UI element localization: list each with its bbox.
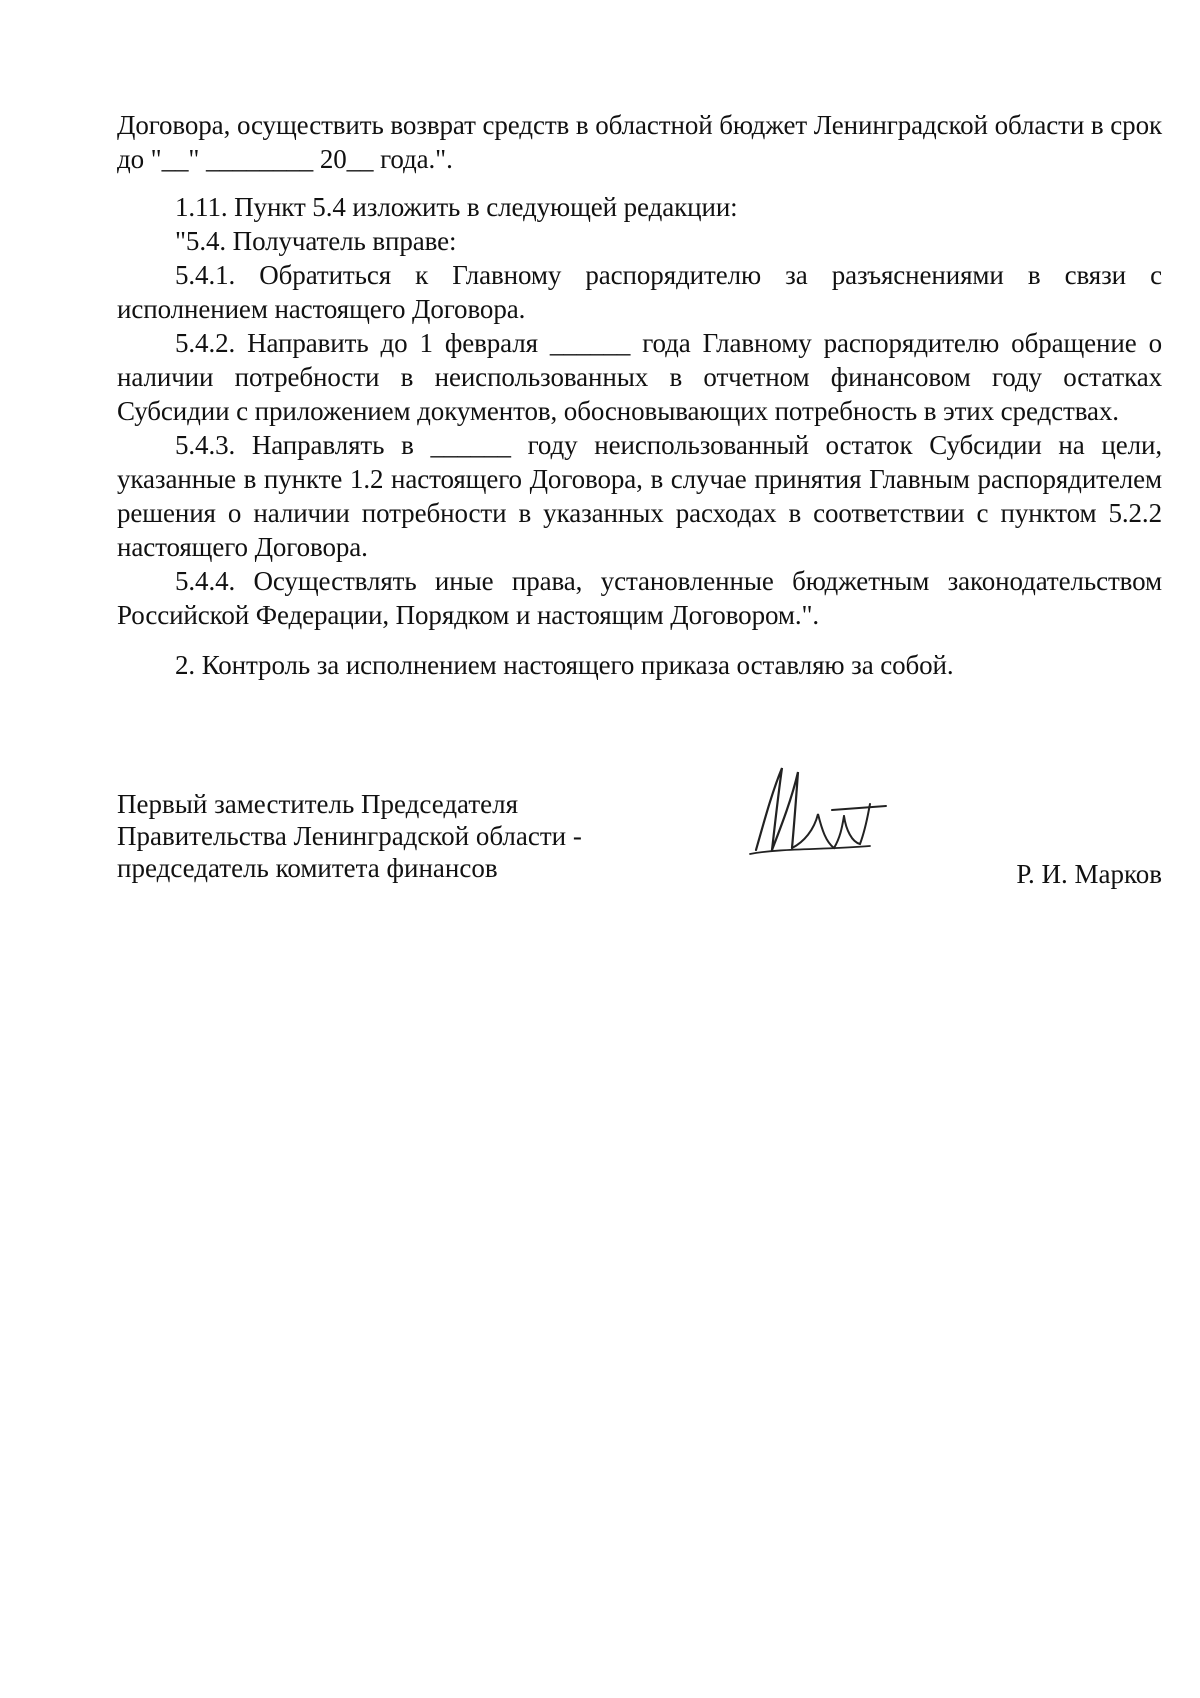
- paragraph-continuation: Договора, осуществить возврат средств в областной бюджет Ленинградской области в срок до "__" ________ 20__ года.".: [117, 110, 1162, 174]
- paragraph-clause-5-4: "5.4. Получатель вправе:: [175, 226, 457, 256]
- signatory-title-line: Первый заместитель Председателя: [117, 789, 519, 819]
- signatory-title-line: Правительства Ленинградской области -: [117, 821, 582, 851]
- handwritten-signature: [742, 758, 892, 868]
- paragraph-clause-5-4-4: 5.4.4. Осуществлять иные права, установленные бюджетным законодательством Российской Федерации, Порядком и настоящим Договором.".: [117, 566, 1162, 630]
- paragraph-clause-5-4-2: 5.4.2. Направить до 1 февраля ______ года Главному распорядителю обращение о наличии потребности в неиспользованных в отчетном финансовом году остатках Субсидии с приложением документов, обосновывающих потребность в этих средствах.: [117, 328, 1162, 426]
- paragraph-item-2: 2. Контроль за исполнением настоящего приказа оставляю за собой.: [175, 650, 954, 680]
- paragraph-clause-5-4-1: 5.4.1. Обратиться к Главному распорядителю за разъяснениями в связи с исполнением настоящего Договора.: [117, 260, 1162, 324]
- paragraph-clause-5-4-3: 5.4.3. Направлять в ______ году неиспользованный остаток Субсидии на цели, указанные в пункте 1.2 настоящего Договора, в случае принятия Главным распорядителем решения о наличии потребности в указанных расходах в соответствии с пунктом 5.2.2 настоящего Договора.: [117, 430, 1162, 562]
- signatory-title-line: председатель комитета финансов: [117, 853, 498, 883]
- paragraph-clause-1-11: 1.11. Пункт 5.4 изложить в следующей редакции:: [175, 192, 738, 222]
- signatory-name: Р. И. Марков: [1016, 859, 1162, 889]
- document-body: [117, 108, 1162, 682]
- signature-block: [117, 788, 1162, 908]
- signatory-title: [117, 788, 1162, 884]
